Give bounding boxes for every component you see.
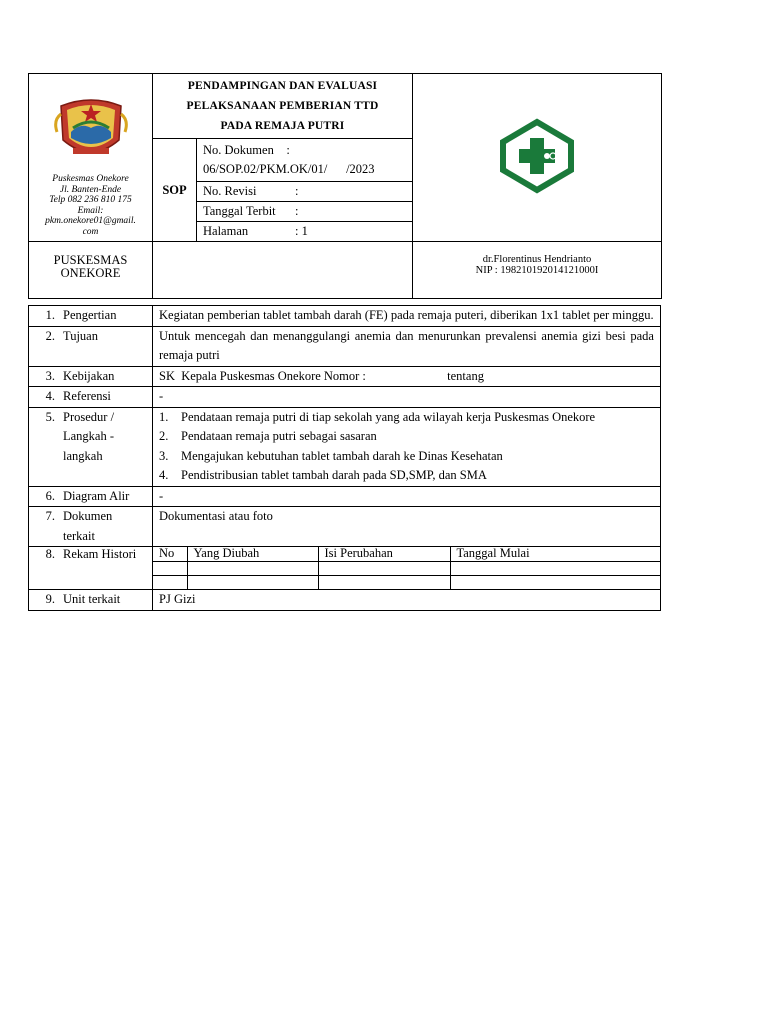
- related-documents-text: Dokumentasi atau foto: [159, 509, 273, 523]
- procedure-step: 4. Pendistribusian tablet tambah darah pada SD,SMP, dan SMA: [159, 468, 487, 482]
- row-flow-diagram: 6. Diagram Alir -: [29, 486, 661, 507]
- meta-issue-date: Tanggal Terbit :: [197, 202, 413, 222]
- meta-page: Halaman : 1: [197, 222, 413, 242]
- health-logo-cell: [413, 74, 662, 242]
- procedure-step: 2. Pendataan remaja putri sebagai sasaran: [159, 429, 377, 443]
- history-header-start-date: Tanggal Mulai: [450, 547, 660, 562]
- blank-signature-cell: [153, 242, 413, 299]
- procedure-step: 1. Pendataan remaja putri di tiap sekolah yang ada wilayah kerja Puskesmas Onekore: [159, 409, 596, 424]
- regency-logo-cell: [29, 74, 153, 242]
- org-address: Jl. Banten-Ende: [59, 184, 122, 195]
- org-email-line2: com: [82, 226, 99, 237]
- history-table: [153, 547, 660, 589]
- row-purpose: 2. Tujuan Untuk mencegah dan menanggulangi anemia dan menurunkan prevalensi anemia gizi besi pada remaja putri: [29, 326, 661, 366]
- sop-body-table: [28, 305, 661, 611]
- purpose-text: Untuk mencegah dan menanggulangi anemia dan menurunkan prevalensi anemia gizi besi pada remaja putri: [159, 328, 654, 362]
- flow-diagram-text: -: [159, 488, 164, 503]
- row-reference: 4. Referensi -: [29, 387, 661, 408]
- signatory-name: dr.Florentinus Hendrianto: [482, 254, 592, 265]
- org-email-line1: pkm.onekore01@gmail.: [45, 216, 136, 226]
- sop-label: SOP: [153, 139, 197, 242]
- sop-document: [28, 73, 661, 611]
- history-row: [153, 576, 660, 590]
- puskesmas-name: PUSKESMAS ONEKORE: [29, 242, 153, 299]
- procedure-steps: [153, 408, 660, 486]
- sop-header-table: [28, 73, 662, 299]
- policy-text: SK Kepala Puskesmas Onekore Nomor : tentang: [159, 368, 484, 383]
- meta-revision: No. Revisi :: [197, 182, 413, 202]
- document-title: PENDAMPINGAN DAN EVALUASI PELAKSANAAN PEMBERIAN TTD PADA REMAJA PUTRI: [153, 74, 413, 139]
- signatory-nip: NIP : 198210192014121000I: [475, 265, 599, 276]
- history-header-no: No: [153, 547, 187, 562]
- row-procedure: 5. Prosedur / Langkah - langkah 1. Pendataan remaja putri di tiap sekolah yang ada wilayah kerja Puskesmas Onekore 2. Pendataan remaja putri sebagai sasaran 3. Mengajukan kebutuhan tablet tambah darah ke Dinas Kesehatan 4. Pendistribusian tablet tambah darah pada SD,SMP, dan SMA: [29, 407, 661, 486]
- definition-text: Kegiatan pemberian tablet tambah darah (FE) pada remaja puteri, diberikan 1x1 tablet per minggu.: [159, 308, 654, 322]
- signatory-block: [413, 242, 662, 299]
- reference-text: -: [159, 389, 164, 403]
- row-related-unit: 9. Unit terkait PJ Gizi: [29, 590, 661, 611]
- meta-document-number: No. Dokumen : 06/SOP.02/PKM.OK/01/ /2023: [197, 139, 413, 182]
- row-related-documents: 7. Dokumen terkait Dokumentasi atau foto: [29, 507, 661, 547]
- procedure-step: 3. Mengajukan kebutuhan tablet tambah darah ke Dinas Kesehatan: [159, 448, 503, 463]
- org-name: Puskesmas Onekore: [52, 174, 129, 184]
- related-unit-text: PJ Gizi: [159, 592, 196, 606]
- health-cross-logo-icon: [497, 118, 577, 194]
- regency-emblem-icon: [51, 92, 131, 162]
- row-definition: 1. Pengertian Kegiatan pemberian tablet tambah darah (FE) pada remaja puteri, diberikan 1x1 tablet per minggu.: [29, 306, 661, 327]
- history-header-content: Isi Perubahan: [318, 547, 450, 562]
- history-row: [153, 562, 660, 576]
- row-policy: 3. Kebijakan SK Kepala Puskesmas Onekore Nomor : tentang: [29, 366, 661, 387]
- history-header-changed: Yang Diubah: [187, 547, 318, 562]
- org-email-label: Email:: [77, 205, 104, 216]
- org-phone: Telp 082 236 810 175: [49, 195, 132, 205]
- row-history: 8. Rekam Histori No Yang Diubah Isi Perubahan Tanggal Mulai: [29, 547, 661, 590]
